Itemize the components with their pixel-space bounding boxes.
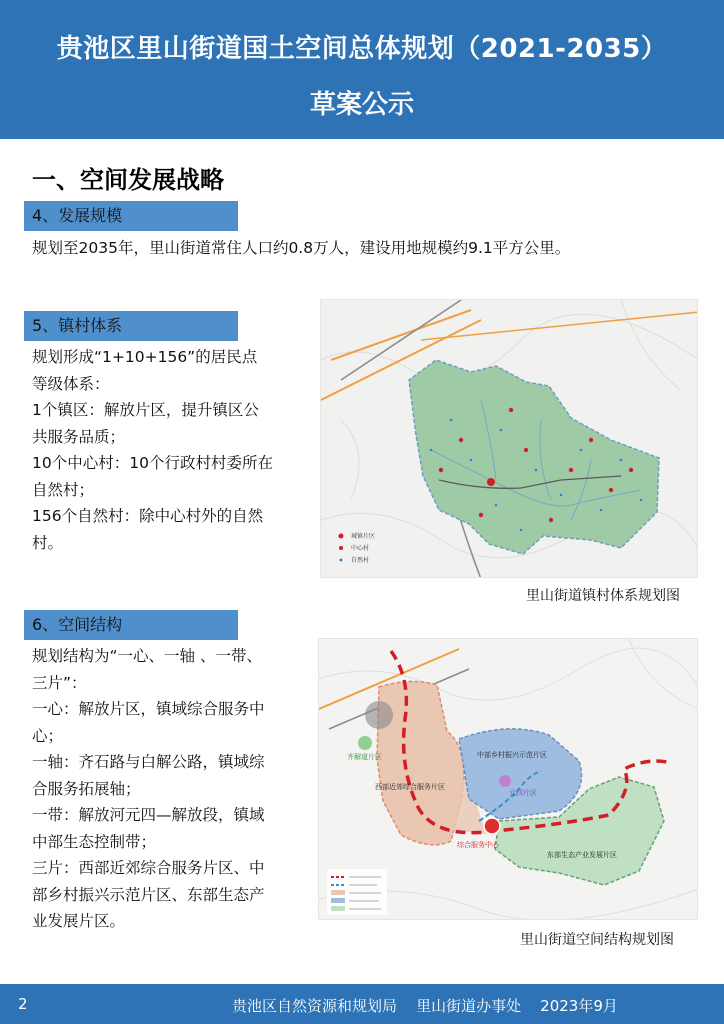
- label-service-center: 综合服务中心: [457, 841, 499, 849]
- page-number: 2: [18, 995, 28, 1013]
- structure-line: 一带：解放河元四—解放段，镇域: [32, 806, 265, 824]
- structure-text: [32, 643, 265, 935]
- village-line: 156个自然村：除中心村外的自然: [32, 507, 264, 525]
- village-text: [32, 344, 273, 556]
- village-line: 1个镇区：解放片区，提升镇区公: [32, 401, 259, 419]
- village-system-map: [320, 299, 698, 578]
- label-west-zone: 西部近郊综合服务片区: [375, 783, 445, 791]
- village-line: 10个中心村：10个行政村村委所在: [32, 454, 273, 472]
- legend-center-village: 中心村: [351, 545, 370, 552]
- structure-heading: 6、空间结构: [24, 610, 238, 640]
- structure-line: 合服务拓展轴；: [32, 779, 141, 798]
- spatial-structure-map: [318, 638, 698, 920]
- village-line: 村。: [32, 533, 64, 552]
- scale-text: 规划至2035年，里山街道常住人口约0.8万人，建设用地规模约9.1平方公里。: [32, 239, 571, 257]
- label-sub-center: 元四片区: [509, 789, 537, 797]
- label-middle-zone: 中部乡村振兴示范片区: [477, 751, 547, 759]
- structure-line: 一心：解放片区，镇域综合服务中: [32, 700, 265, 718]
- label-east-zone: 东部生态产业发展片区: [547, 851, 617, 859]
- structure-line: 部乡村振兴示范片区、东部生态产: [32, 885, 265, 904]
- structure-map-caption: 里山街道空间结构规划图: [520, 932, 674, 948]
- page-subtitle: 草案公示: [309, 90, 414, 120]
- village-line: 自然村；: [32, 480, 95, 499]
- structure-line: 心；: [32, 726, 64, 745]
- footer-organizations: 贵池区自然资源和规划局 里山街道办事处 2023年9月: [232, 997, 618, 1015]
- structure-line: 三片：西部近郊综合服务片区、中: [32, 859, 265, 877]
- legend-town: 城镇片区: [351, 533, 376, 540]
- structure-line: 一轴：齐石路与白解公路，镇域综: [32, 753, 265, 771]
- village-line: 共服务品质；: [32, 427, 126, 446]
- village-line: 等级体系：: [32, 374, 110, 393]
- label-west-node: 齐解道片区: [347, 753, 382, 761]
- page-footer: [0, 984, 724, 1024]
- scale-heading: 4、发展规模: [24, 201, 238, 231]
- structure-line: 规划结构为“一心、一轴 、一带、: [32, 647, 262, 665]
- structure-line: 中部生态控制带；: [32, 832, 157, 851]
- page-header: [0, 0, 724, 139]
- structure-line: 业发展片区。: [32, 912, 126, 930]
- village-map-caption: 里山街道镇村体系规划图: [526, 588, 680, 604]
- village-line: 规划形成“1+10+156”的居民点: [32, 348, 258, 366]
- page-title: 贵池区里山街道国土空间总体规划（2021-2035）: [56, 34, 668, 64]
- structure-line: 三片”：: [32, 673, 87, 692]
- village-heading: 5、镇村体系: [24, 311, 238, 341]
- section-title: 一、空间发展战略: [32, 166, 224, 194]
- legend-natural-village: 自然村: [351, 557, 370, 564]
